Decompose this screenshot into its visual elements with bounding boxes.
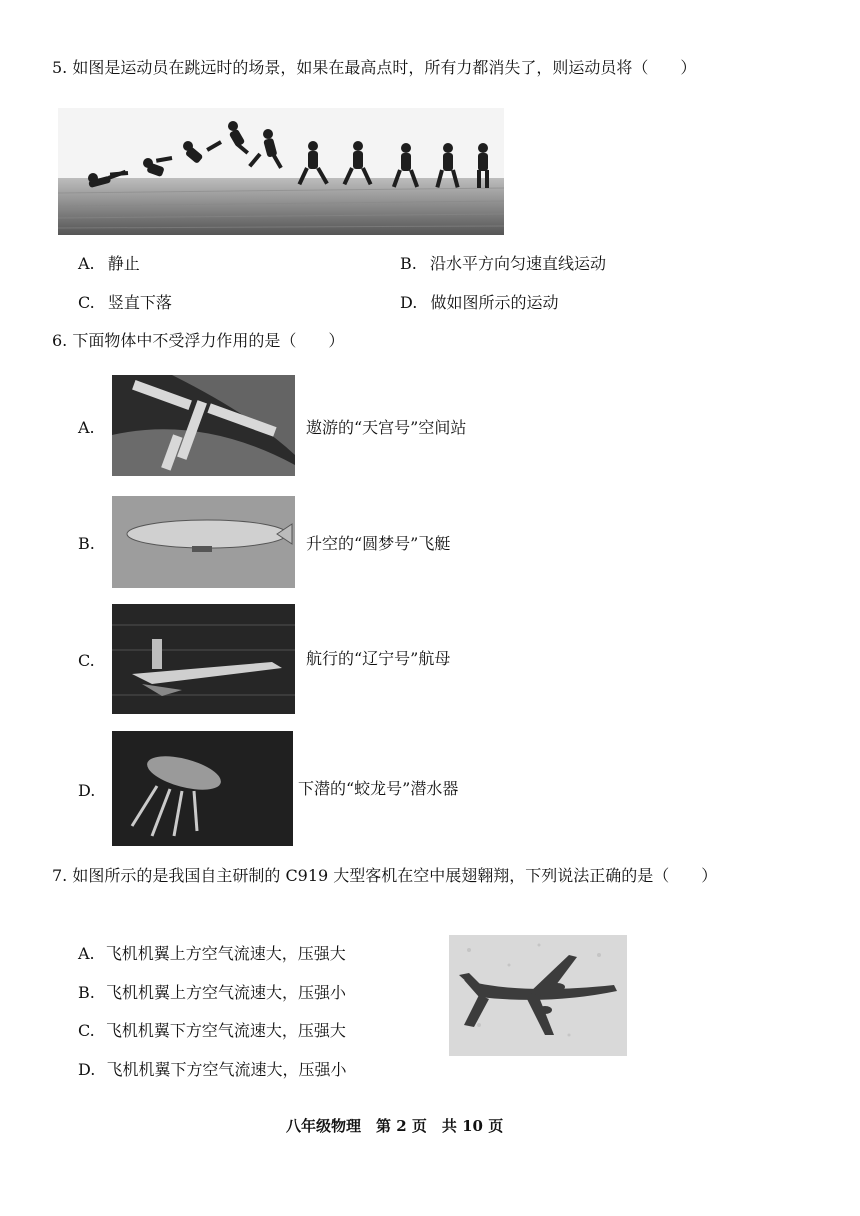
q7-option-c[interactable] <box>78 1021 346 1041</box>
q6-option-b-letter[interactable]: B. <box>78 534 95 553</box>
q7-stem: 7. 如图所示的是我国自主研制的 C919 大型客机在空中展翅翱翔，下列说法正确的是（ ） <box>52 866 718 885</box>
space-station-photo <box>112 375 295 476</box>
c919-airliner-photo <box>449 935 627 1056</box>
q5-option-a[interactable] <box>78 254 140 274</box>
q6-option-d-text: 下潜的“蛟龙号”潜水器 <box>298 779 459 798</box>
q7-option-b[interactable] <box>78 983 346 1003</box>
q5-option-a-text: 静止 <box>107 254 140 273</box>
q5-option-b-text: 沿水平方向匀速直线运动 <box>429 254 606 273</box>
page-footer: 八年级物理 第 2 页 共 10 页 <box>286 1117 504 1135</box>
q5-option-c[interactable] <box>78 293 172 313</box>
q6-option-b-text: 升空的“圆梦号”飞艇 <box>306 534 451 553</box>
q5-option-c-text: 竖直下落 <box>107 293 172 312</box>
q5-option-b[interactable] <box>400 254 606 274</box>
q7-option-c-text: 飞机机翼下方空气流速大，压强大 <box>105 1021 346 1040</box>
q7-option-b-letter: B. <box>78 983 95 1002</box>
q6-option-d-letter[interactable]: D. <box>78 781 96 800</box>
q5-option-a-letter: A. <box>78 254 95 273</box>
q6-stem: 6. 下面物体中不受浮力作用的是（ ） <box>52 331 345 350</box>
airship-photo <box>112 496 295 588</box>
q6-option-c-text: 航行的“辽宁号”航母 <box>306 649 451 668</box>
submersible-photo <box>112 731 293 846</box>
q7-option-d-text: 飞机机翼下方空气流速大，压强小 <box>106 1060 347 1079</box>
q6-option-a-text: 遨游的“天宫号”空间站 <box>306 418 467 437</box>
q5-option-d-letter: D. <box>400 293 418 312</box>
long-jump-photo <box>58 108 504 235</box>
q6-option-c-letter[interactable]: C. <box>78 651 95 670</box>
q5-option-d-text: 做如图所示的运动 <box>430 293 559 312</box>
q7-option-d[interactable] <box>78 1060 346 1080</box>
q5-option-b-letter: B. <box>400 254 417 273</box>
q5-option-d[interactable] <box>400 293 558 313</box>
q7-option-a-text: 飞机机翼上方空气流速大，压强大 <box>105 944 346 963</box>
q5-stem: 5. 如图是运动员在跳远时的场景，如果在最高点时，所有力都消失了，则运动员将（ ） <box>52 58 697 77</box>
q7-option-c-letter: C. <box>78 1021 95 1040</box>
q7-option-b-text: 飞机机翼上方空气流速大，压强小 <box>105 983 346 1002</box>
q7-option-a[interactable] <box>78 944 346 964</box>
q5-option-c-letter: C. <box>78 293 95 312</box>
aircraft-carrier-photo <box>112 604 295 714</box>
q7-option-a-letter: A. <box>78 944 95 963</box>
q7-option-d-letter: D. <box>78 1060 96 1079</box>
q6-option-a-letter[interactable]: A. <box>78 418 95 437</box>
